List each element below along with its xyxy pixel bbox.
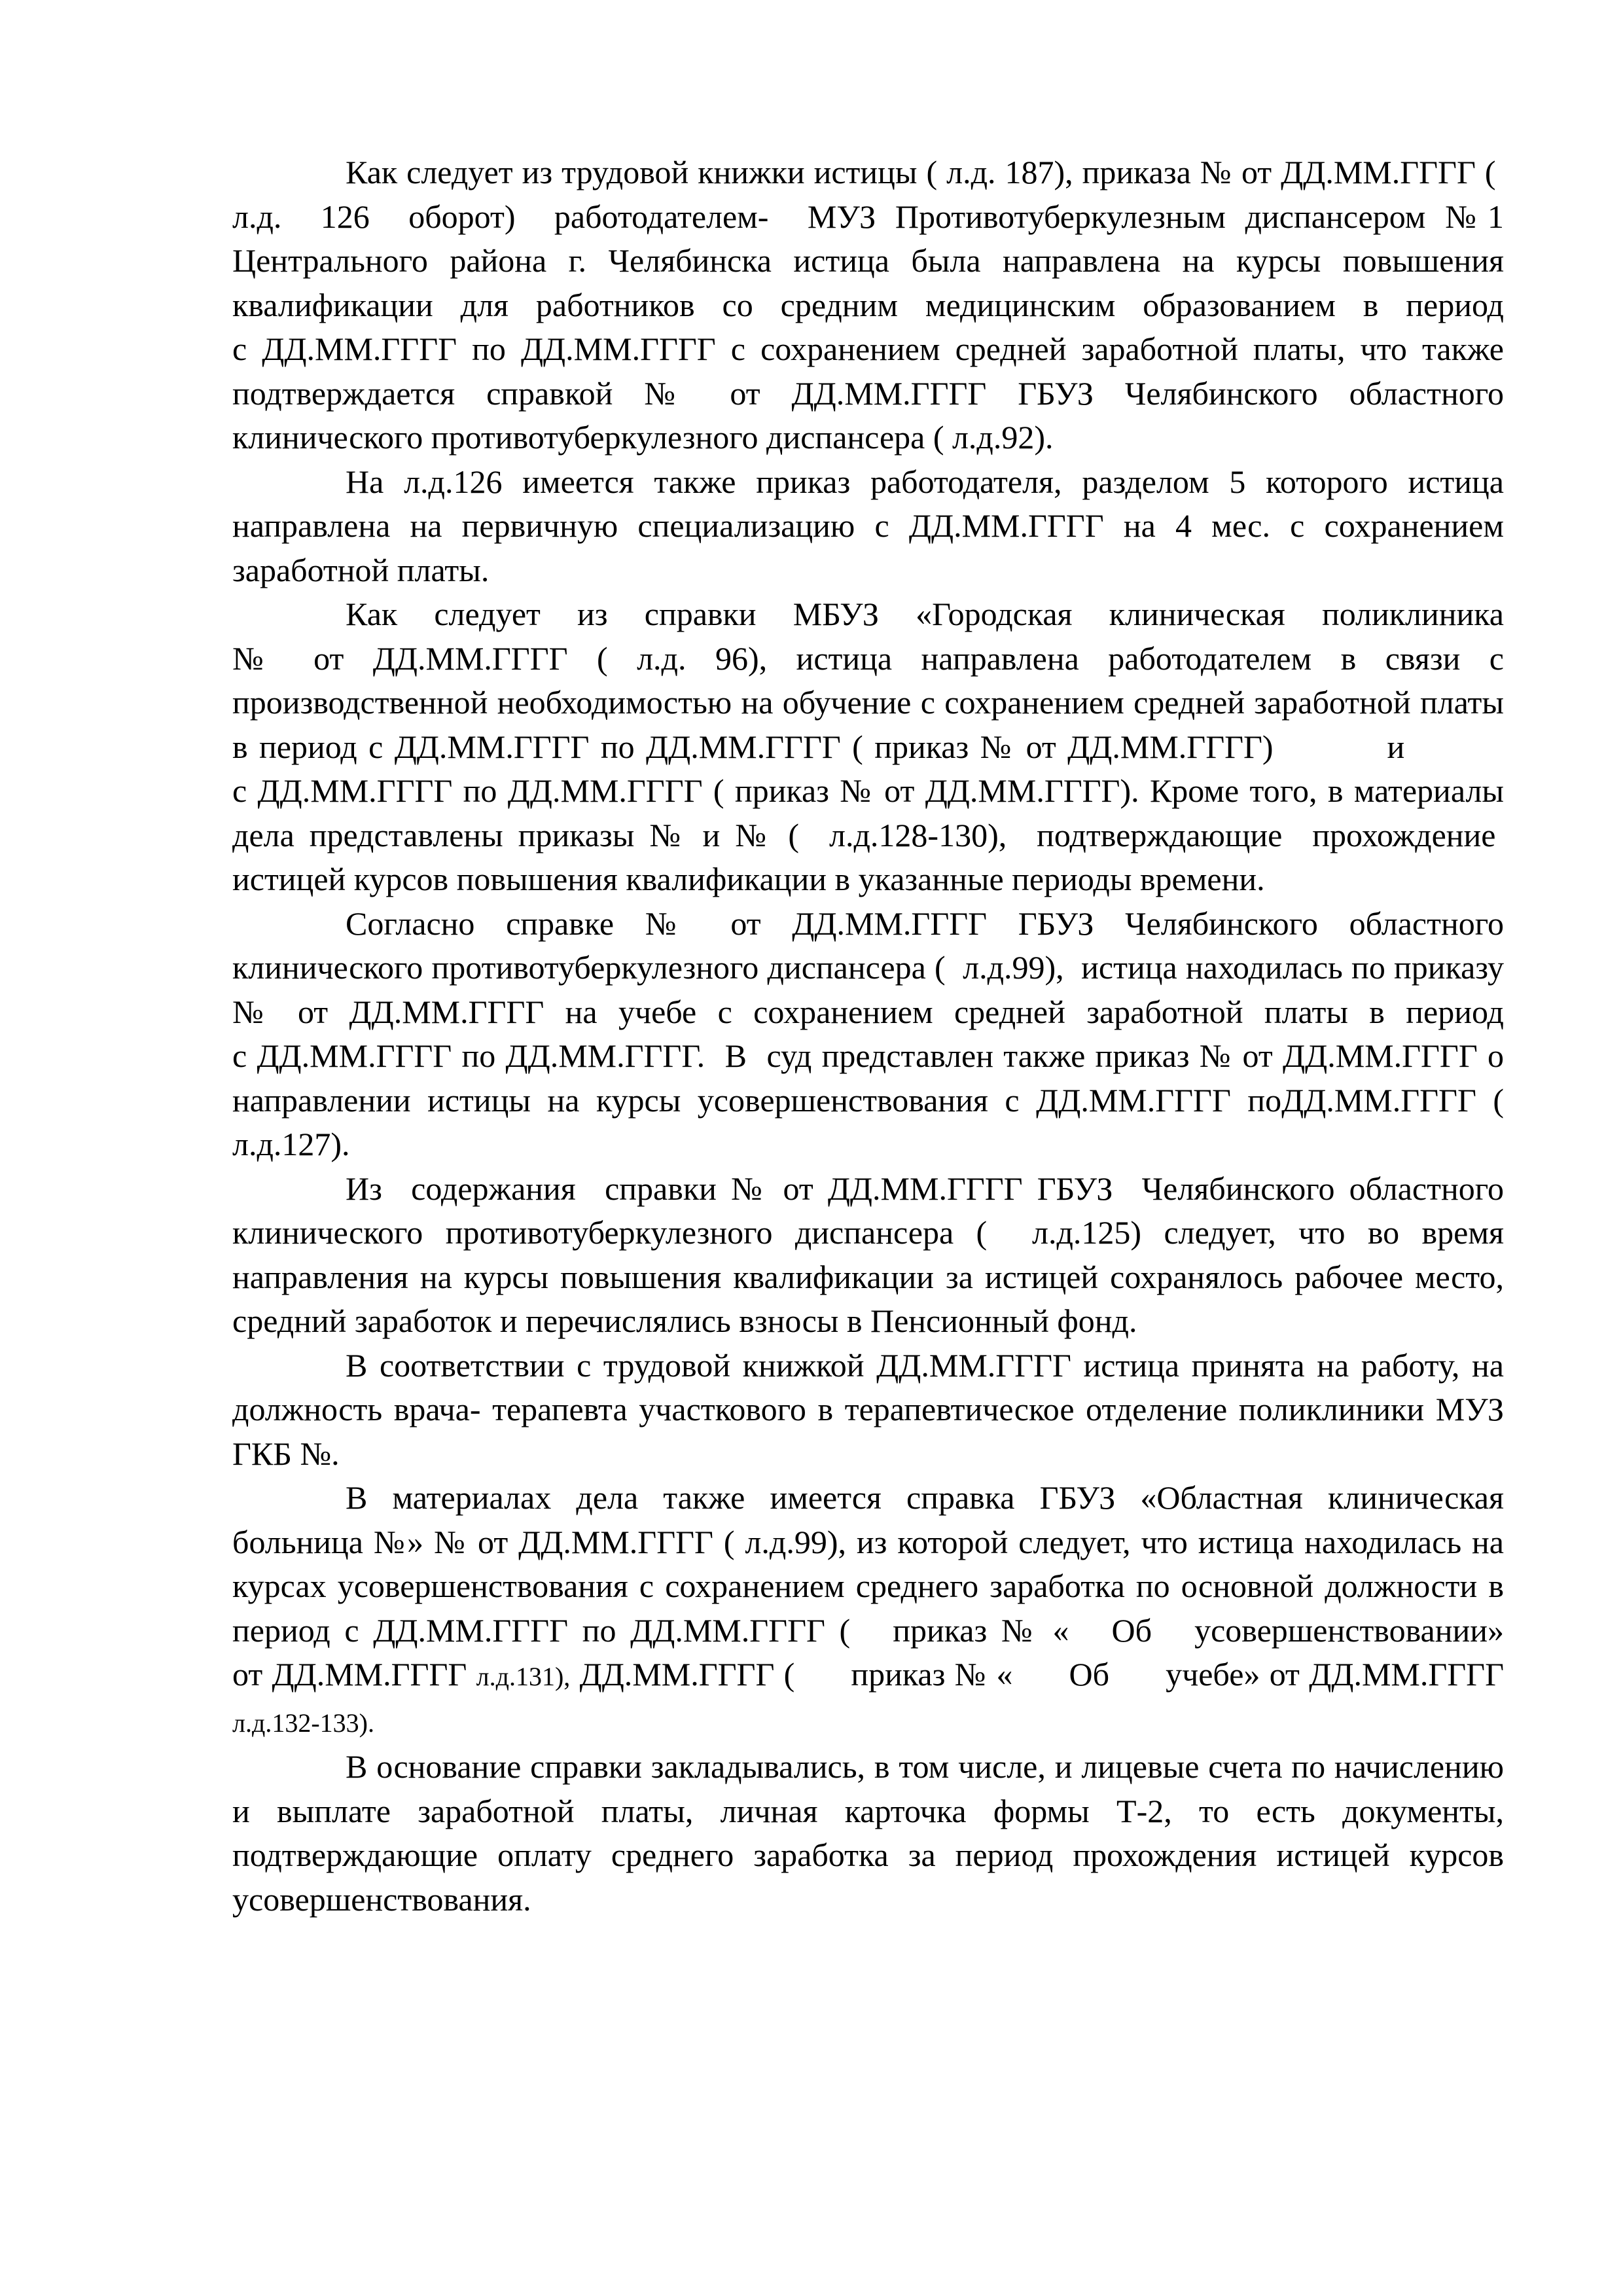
text-run: На л.д.126 имеется также приказ работодателя, разделом 5 которого истица направлена на первичную специализацию с ДД.ММ.ГГГГ на 4 мес. с сохранением заработной платы.	[232, 463, 1504, 588]
text-run: Как следует из трудовой книжки истицы ( л.д. 187), приказа № от ДД.ММ.ГГГГ ( л.д. 126 оборот) работодателем- МУЗ Противотуберкулезным диспансером №1 Центрального района г. Челябинска истица была направлена на курсы повышения квалификации для работников со средним медицинским образованием в период с ДД.ММ.ГГГГ по ДД.ММ.ГГГГ с сохранением средней заработной платы, что также подтверждается справкой № от ДД.ММ.ГГГГ ГБУЗ Челябинского областного клинического противотуберкулезного диспансера ( л.д.92).	[232, 154, 1504, 456]
text-run: В основание справки закладывались, в том числе, и лицевые счета по начислению и выплате заработной платы, личная карточка формы Т-2, то есть документы, подтверждающие оплату среднего заработка за период прохождения истицей курсов усовершенствования.	[232, 1748, 1504, 1918]
text-run: Как следует из справки МБУЗ «Городская клиническая поликлиника № от ДД.ММ.ГГГГ ( л.д. 96), истица направлена работодателем в связи с производственной необходимостью на обучение с сохранением средней заработной платы в период с ДД.ММ.ГГГГ по ДД.ММ.ГГГГ ( приказ № от ДД.ММ.ГГГГ) и с ДД.ММ.ГГГГ по ДД.ММ.ГГГГ ( приказ № от ДД.ММ.ГГГГ). Кроме того, в материалы дела представлены приказы № и № ( л.д.128-130), подтверждающие прохождение истицей курсов повышения квалификации в указанные периоды времени.	[232, 596, 1504, 897]
paragraph	[232, 1476, 1504, 1745]
case-sheet-ref-small: л.д.132-133).	[232, 1708, 374, 1738]
text-run: Согласно справке № от ДД.ММ.ГГГГ ГБУЗ Челябинского областного клинического противотуберкулезного диспансера ( л.д.99), истица находилась по приказу № от ДД.ММ.ГГГГ на учебе с сохранением средней заработной платы в период с ДД.ММ.ГГГГ по ДД.ММ.ГГГГ. В суд представлен также приказ № от ДД.ММ.ГГГГ о направлении истицы на курсы усовершенствования с ДД.ММ.ГГГГ поДД.ММ.ГГГГ ( л.д.127).	[232, 905, 1504, 1162]
paragraph	[232, 1344, 1504, 1477]
paragraph	[232, 1745, 1504, 1922]
text-run: В соответствии с трудовой книжкой ДД.ММ.ГГГГ истица принята на работу, на должность врача- терапевта участкового в терапевтическое отделение поликлиники МУЗ ГКБ №.	[232, 1346, 1504, 1472]
paragraph	[232, 460, 1504, 593]
paragraph	[232, 1167, 1504, 1344]
paragraph	[232, 902, 1504, 1167]
text-run: Из содержания справки № от ДД.ММ.ГГГГ ГБУЗ Челябинского областного клинического противотуберкулезного диспансера ( л.д.125) следует, что во время направления на курсы повышения квалификации за истицей сохранялось рабочее место, средний заработок и перечислялись взносы в Пенсионный фонд.	[232, 1170, 1504, 1339]
case-sheet-ref-small: л.д.131),	[476, 1662, 571, 1691]
paragraph	[232, 151, 1504, 460]
document-body	[232, 151, 1504, 1922]
text-run: В материалах дела также имеется справка ГБУЗ «Областная клиническая больница №» № от ДД.ММ.ГГГГ ( л.д.99), из которой следует, что истица находилась на курсах усовершенствования с сохранением среднего заработка по основной должности в период с ДД.ММ.ГГГГ по ДД.ММ.ГГГГ ( приказ № « Об усовершенствовании» от ДД.ММ.ГГГГ	[232, 1479, 1504, 1693]
text-run: ДД.ММ.ГГГГ ( приказ № « Об учебе» от ДД.ММ.ГГГГ	[570, 1656, 1504, 1693]
paragraph	[232, 592, 1504, 902]
